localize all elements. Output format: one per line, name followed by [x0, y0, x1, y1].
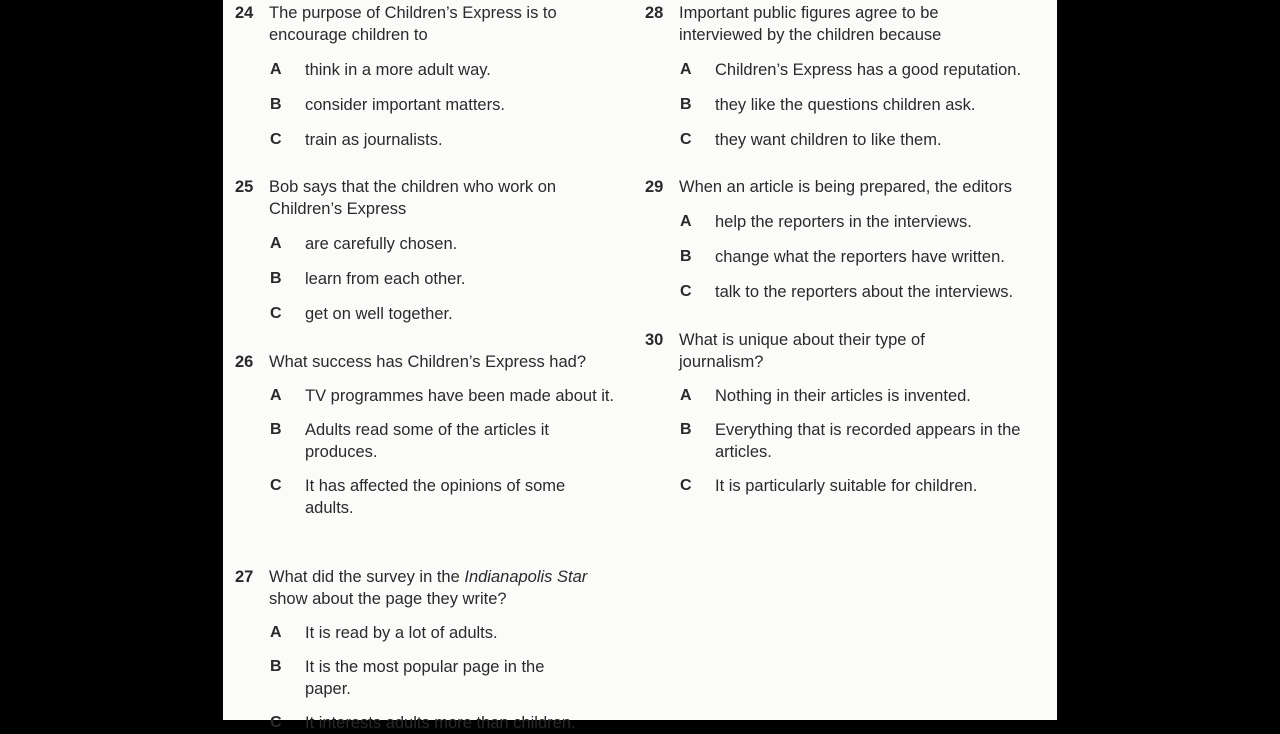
question-number: 30 — [645, 331, 664, 349]
option-b[interactable] — [633, 419, 1025, 463]
option-text: Nothing in their articles is invented. — [715, 387, 971, 405]
question-30 — [633, 329, 1043, 497]
option-letter: A — [270, 235, 282, 252]
option-letter: A — [270, 387, 282, 404]
option-text: It is particularly suitable for children. — [715, 477, 978, 495]
option-text: Children’s Express has a good reputation. — [715, 61, 1022, 79]
question-stem — [633, 176, 1059, 198]
option-text: learn from each other. — [305, 270, 466, 288]
question-26 — [223, 351, 615, 519]
question-number: 29 — [645, 178, 664, 196]
option-b[interactable] — [633, 94, 1043, 116]
question-text: When an article is being prepared, the editors — [679, 178, 1012, 196]
question-number: 25 — [235, 178, 254, 196]
option-a[interactable] — [223, 233, 583, 255]
option-a[interactable] — [633, 385, 1043, 407]
option-b[interactable] — [223, 268, 583, 290]
option-text: they want children to like them. — [715, 131, 942, 149]
option-text: train as journalists. — [305, 131, 443, 149]
option-b[interactable] — [633, 246, 1043, 268]
question-text: Bob says that the children who work on Children’s Express — [269, 178, 557, 218]
option-letter: C — [270, 477, 282, 494]
option-b[interactable] — [223, 419, 605, 463]
question-text: What did the survey in the Indianapolis Star show about the page they write? — [269, 568, 588, 608]
option-a[interactable] — [223, 385, 615, 407]
option-text: talk to the reporters about the interviews. — [715, 283, 1014, 301]
newspaper-title: Indianapolis Star — [464, 568, 588, 586]
option-text: help the reporters in the interviews. — [715, 213, 972, 231]
option-text: consider important matters. — [305, 96, 505, 114]
option-c[interactable] — [633, 475, 1043, 497]
option-letter: B — [270, 421, 282, 438]
question-text: What success has Children’s Express had? — [269, 353, 587, 371]
option-a[interactable] — [633, 59, 1043, 81]
option-text: think in a more adult way. — [305, 61, 491, 79]
question-text: The purpose of Children’s Express is to encourage children to — [269, 4, 557, 44]
option-text: they like the questions children ask. — [715, 96, 976, 114]
option-letter: C — [270, 305, 282, 322]
option-letter: C — [680, 477, 692, 494]
question-stem — [223, 2, 569, 46]
exam-page — [223, 0, 1057, 732]
answer-options — [223, 233, 583, 325]
option-a[interactable] — [633, 211, 1043, 233]
option-c[interactable] — [223, 129, 583, 151]
question-number: 27 — [235, 568, 254, 586]
option-a[interactable] — [223, 59, 583, 81]
answer-options — [633, 385, 1043, 497]
option-letter: C — [680, 283, 692, 300]
option-text: It is the most popular page in the paper. — [305, 658, 545, 698]
question-27 — [223, 566, 588, 734]
option-letter: B — [680, 96, 692, 113]
question-stem — [223, 351, 629, 373]
option-letter: C — [270, 131, 282, 148]
answer-options — [633, 59, 1043, 151]
question-text: Important public figures agree to be interviewed by the children because — [679, 4, 942, 44]
answer-options — [633, 211, 1043, 303]
option-text: Everything that is recorded appears in the articles. — [715, 421, 1021, 461]
question-number: 26 — [235, 353, 254, 371]
option-letter: A — [680, 213, 692, 230]
option-letter: A — [680, 61, 692, 78]
option-c[interactable] — [633, 281, 1043, 303]
option-a[interactable] — [223, 622, 583, 644]
question-stem — [633, 2, 979, 46]
option-text: get on well together. — [305, 305, 453, 323]
answer-options — [223, 622, 583, 734]
option-c[interactable] — [223, 712, 583, 734]
option-letter: B — [270, 658, 282, 675]
option-letter: C — [680, 131, 692, 148]
option-b[interactable] — [223, 656, 583, 700]
option-text: Adults read some of the articles it produces. — [305, 421, 549, 461]
option-c[interactable] — [633, 129, 1043, 151]
option-letter: B — [270, 96, 282, 113]
option-c[interactable] — [223, 475, 605, 519]
question-stem — [633, 329, 979, 373]
option-letter: B — [270, 270, 282, 287]
option-c[interactable] — [223, 303, 583, 325]
option-text: It is read by a lot of adults. — [305, 624, 498, 642]
option-letter: B — [680, 421, 692, 438]
question-number: 24 — [235, 4, 254, 22]
option-text: are carefully chosen. — [305, 235, 458, 253]
question-24 — [223, 2, 583, 151]
answer-options — [223, 385, 615, 519]
option-letter: B — [680, 248, 692, 265]
question-29 — [633, 176, 1043, 303]
question-stem — [223, 176, 589, 220]
option-text: TV programmes have been made about it. — [305, 387, 615, 405]
option-text: It has affected the opinions of some adults. — [305, 477, 566, 517]
option-b[interactable] — [223, 94, 583, 116]
option-letter: A — [270, 624, 282, 641]
answer-options — [223, 59, 583, 151]
question-stem — [223, 566, 614, 610]
question-28 — [633, 2, 1043, 151]
option-letter: A — [680, 387, 692, 404]
option-letter: C — [270, 714, 282, 731]
question-number: 28 — [645, 4, 664, 22]
option-text: It interests adults more than children. — [305, 714, 576, 732]
question-text: What is unique about their type of journalism? — [679, 331, 925, 371]
option-letter: A — [270, 61, 282, 78]
option-text: change what the reporters have written. — [715, 248, 1005, 266]
question-25 — [223, 176, 583, 325]
